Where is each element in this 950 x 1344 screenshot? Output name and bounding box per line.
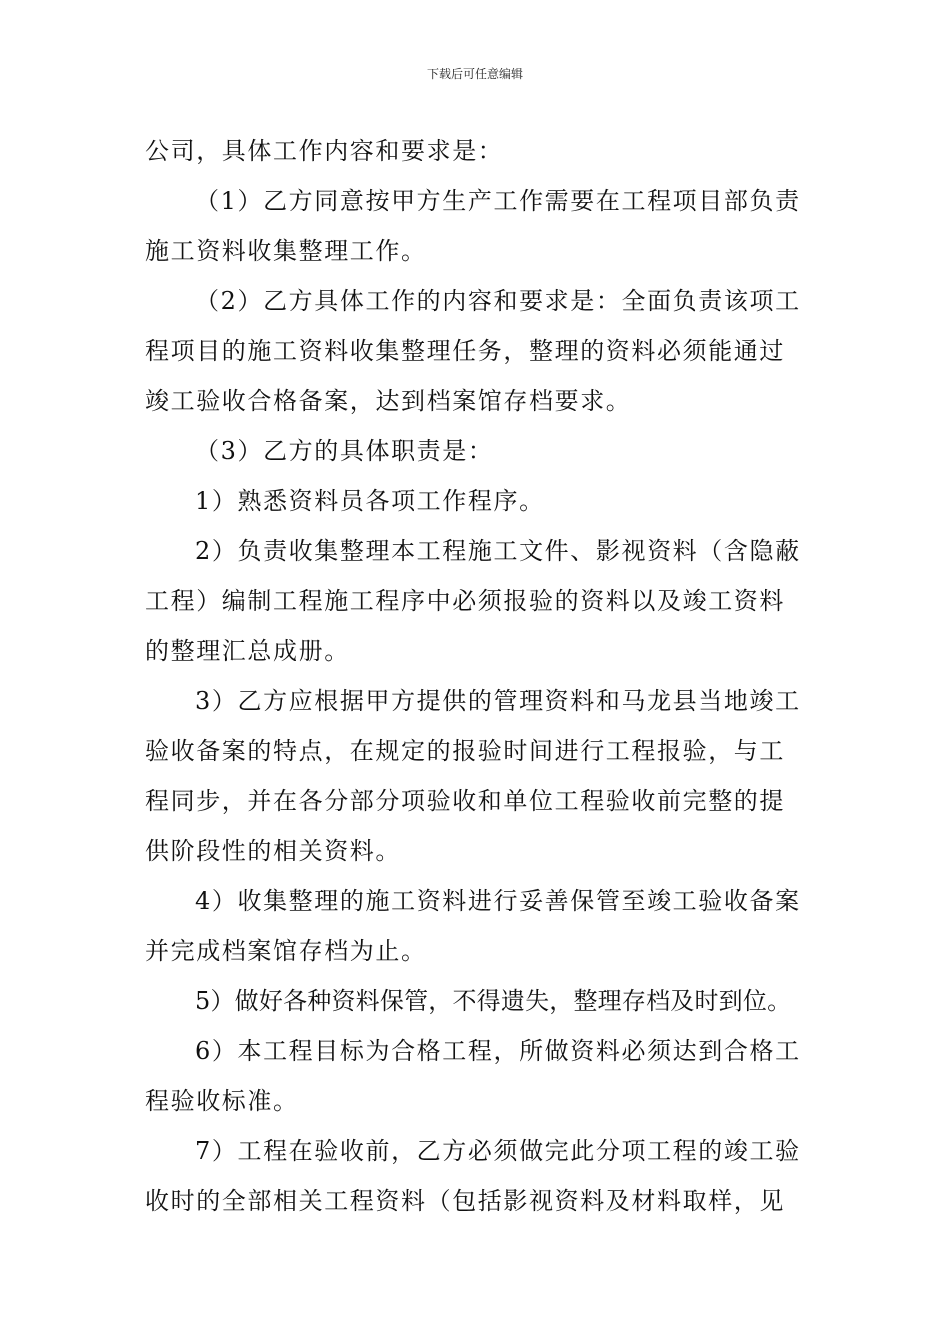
text-line: 5）做好各种资料保管，不得遗失，整理存档及时到位。 bbox=[195, 987, 792, 1015]
text-line: 程同步，并在各分部分项验收和单位工程验收前完整的提 bbox=[145, 787, 785, 815]
text-line: 施工资料收集整理工作。 bbox=[145, 237, 427, 265]
text-line: 的整理汇总成册。 bbox=[145, 637, 350, 665]
text-line: 6）本工程目标为合格工程，所做资料必须达到合格工 bbox=[195, 1037, 801, 1065]
text-line: 工程）编制工程施工程序中必须报验的资料以及竣工资料 bbox=[145, 587, 785, 615]
text-line: 供阶段性的相关资料。 bbox=[145, 837, 401, 865]
text-line: 7）工程在验收前，乙方必须做完此分项工程的竣工验 bbox=[195, 1137, 801, 1165]
text-line: （2）乙方具体工作的内容和要求是：全面负责该项工 bbox=[195, 287, 801, 315]
text-line: 3）乙方应根据甲方提供的管理资料和马龙县当地竣工 bbox=[195, 687, 801, 715]
text-line: 并完成档案馆存档为止。 bbox=[145, 937, 427, 965]
text-line: 收时的全部相关工程资料（包括影视资料及材料取样，见 bbox=[145, 1187, 785, 1215]
text-line: （3）乙方的具体职责是： bbox=[195, 437, 494, 465]
text-line: 验收备案的特点，在规定的报验时间进行工程报验，与工 bbox=[145, 737, 785, 765]
text-line: 1）熟悉资料员各项工作程序。 bbox=[195, 487, 545, 515]
text-line: 竣工验收合格备案，达到档案馆存档要求。 bbox=[145, 387, 632, 415]
text-line: （1）乙方同意按甲方生产工作需要在工程项目部负责 bbox=[195, 187, 801, 215]
text-line: 程验收标准。 bbox=[145, 1087, 299, 1115]
text-line: 2）负责收集整理本工程施工文件、影视资料（含隐蔽 bbox=[195, 537, 801, 565]
text-line: 公司，具体工作内容和要求是： bbox=[145, 137, 504, 165]
page-header: 下载后可任意编辑 bbox=[426, 67, 523, 81]
document-body bbox=[145, 126, 815, 1226]
text-line: 程项目的施工资料收集整理任务，整理的资料必须能通过 bbox=[145, 337, 785, 365]
text-line: 4）收集整理的施工资料进行妥善保管至竣工验收备案 bbox=[195, 887, 801, 915]
